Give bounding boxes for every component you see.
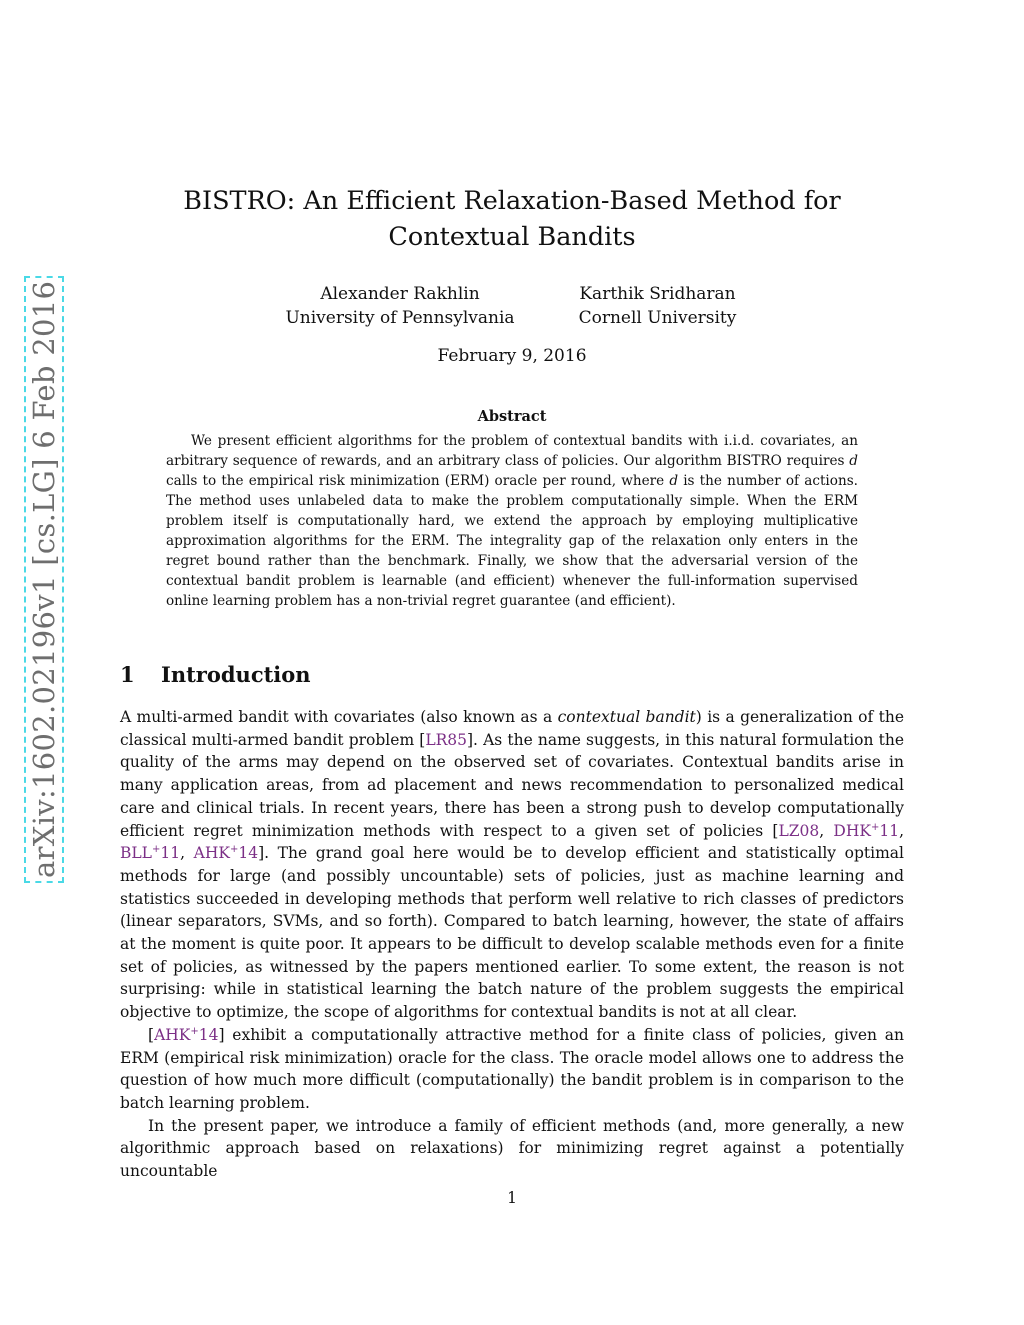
section-number: 1 — [120, 662, 135, 687]
paragraph: [AHK+14] exhibit a computationally attractive method for a finite class of policies, given an ERM (empirical risk minimization) oracle for the class. The oracle model allows one to address the question of how much more difficult (computationally) the bandit problem is in comparison to the batch learning problem. — [120, 1025, 904, 1112]
arxiv-identifier-stamp[interactable]: arXiv:1602.02196v1 [cs.LG] 6 Feb 2016 — [27, 280, 61, 878]
author-block-2 — [555, 282, 760, 330]
author-name: Alexander Rakhlin — [320, 284, 480, 304]
abstract-text: We present efficient algorithms for the problem of contextual bandits with i.i.d. covariates, an arbitrary sequence of rewards, and an arbitrary class of policies. Our algorithm BISTRO requires d calls to the empirical risk minimization (ERM) oracle per round, where d is the number of actions. The method uses unlabeled data to make the problem computationally simple. When the ERM problem itself is computationally hard, we extend the approach by employing multiplicative approximation algorithms for the ERM. The integrality gap of the relaxation only enters in the regret bound rather than the benchmark. Finally, we show that the adversarial version of the contextual bandit problem is learnable (and efficient) whenever the full-information supervised online learning problem has a non-trivial regret guarantee (and efficient). — [166, 433, 858, 609]
math-variable-d: d — [669, 473, 679, 489]
introduction-body — [120, 706, 904, 1183]
citation-link[interactable]: AHK+14 — [154, 1025, 219, 1044]
citation-link[interactable]: AHK+14 — [193, 844, 259, 863]
emphasis: contextual bandit — [557, 708, 696, 726]
abstract-heading: Abstract — [477, 408, 547, 425]
math-variable-d: d — [849, 453, 858, 469]
author-name: Karthik Sridharan — [579, 284, 736, 304]
author-block-1 — [270, 282, 530, 330]
paper-date: February 9, 2016 — [437, 346, 587, 366]
section-heading-introduction — [120, 660, 620, 690]
author-affiliation: University of Pennsylvania — [285, 308, 515, 328]
paper-title: BISTRO: An Efficient Relaxation-Based Method for Contextual Bandits — [183, 186, 841, 252]
citation-link[interactable]: LR85 — [425, 730, 467, 749]
citation-link[interactable]: BLL+11 — [120, 844, 181, 863]
section-title: Introduction — [161, 662, 311, 687]
paragraph: In the present paper, we introduce a family of efficient methods (and, more generally, a new algorithmic approach based on relaxations) for minimizing regret against a potentially uncountable — [120, 1116, 904, 1181]
citation-link[interactable]: DHK+11 — [833, 821, 900, 840]
page-number: 1 — [507, 1189, 517, 1207]
paragraph: A multi-armed bandit with covariates (also known as a contextual bandit) is a generalization of the classical multi-armed bandit problem [LR85]. As the name suggests, in this natural formulation the quality of the arms may depend on the observed set of covariates. Contextual bandits arise in many application areas, from ad placement and news recommendation to personalized medical care and clinical trials. In recent years, there has been a strong push to develop computationally efficient regret minimization methods with respect to a given set of policies [LZ08, DHK+11, BLL+11, AHK+14]. The grand goal here would be to develop efficient and statistically optimal methods for large (and possibly uncountable) sets of policies, just as machine learning and statistics succeeded in developing methods that perform well relative to rich classes of predictors (linear separators, SVMs, and so forth). Compared to batch learning, however, the state of affairs at the moment is quite poor. It appears to be difficult to develop scalable methods even for a finite set of policies, as witnessed by the papers mentioned earlier. To some extent, the reason is not surprising: while in statistical learning the batch nature of the problem suggests the empirical objective to optimize, the scope of algorithms for contextual bandits is not at all clear. — [120, 708, 904, 1022]
citation-link[interactable]: LZ08 — [778, 821, 820, 840]
author-affiliation: Cornell University — [578, 308, 737, 328]
